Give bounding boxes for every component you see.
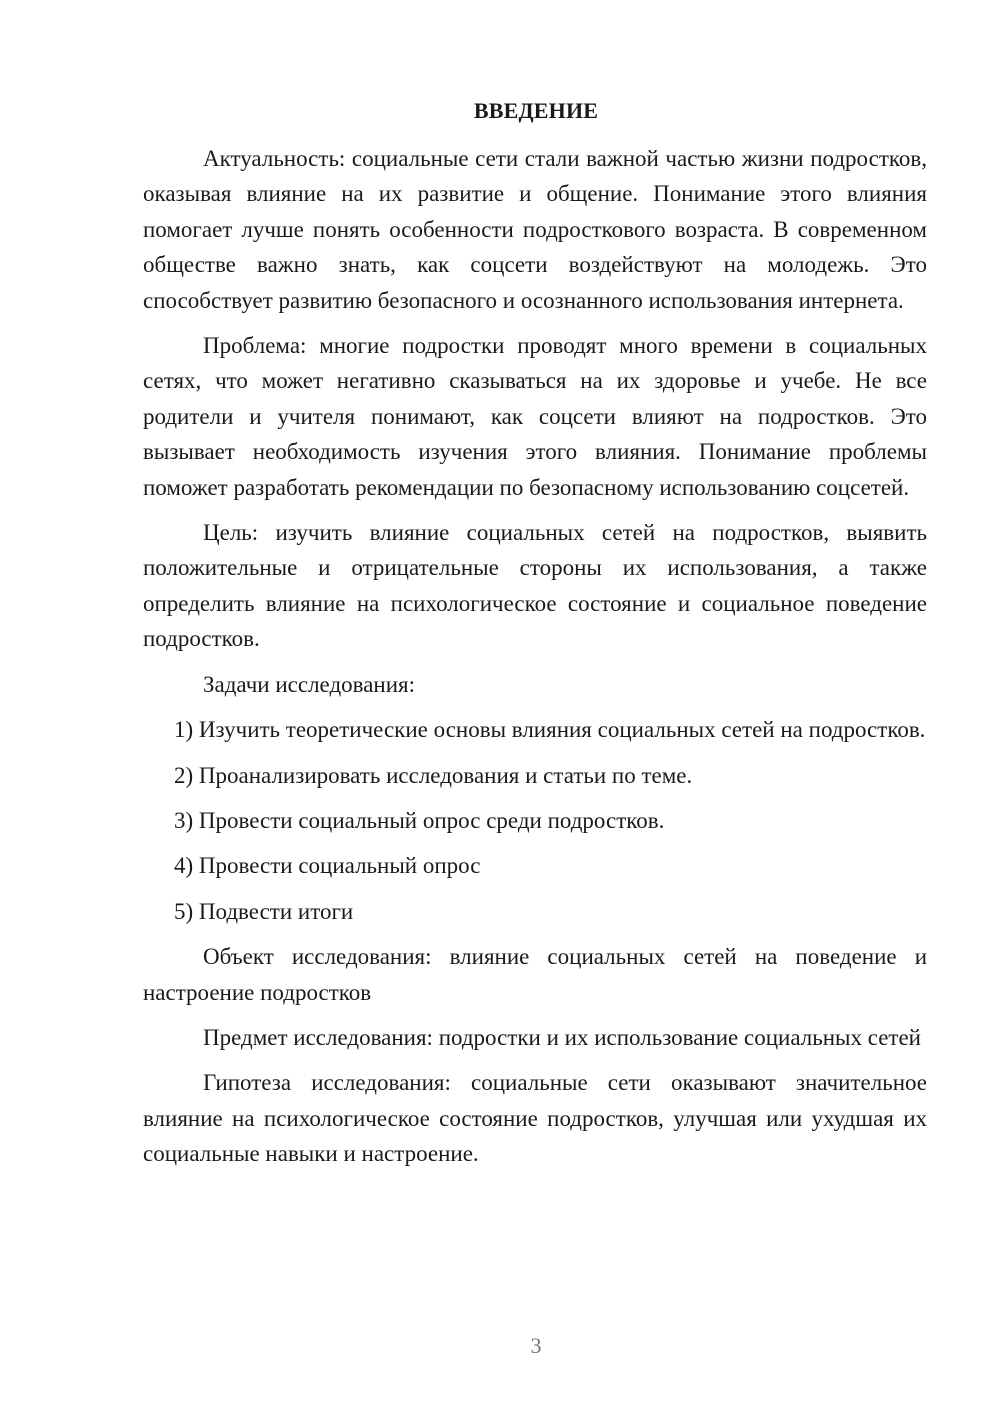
subject-paragraph: Предмет исследования: подростки и их использование социальных сетей bbox=[203, 1024, 921, 1050]
document-body bbox=[143, 141, 927, 1172]
list-item: 2) Проанализировать исследования и статьи по теме. bbox=[174, 762, 693, 788]
tasks-heading: Задачи исследования: bbox=[203, 671, 416, 697]
object-paragraph: Объект исследования: влияние социальных сетей на поведение и настроение подростков bbox=[143, 944, 927, 1005]
page-title: ВВЕДЕНИЕ bbox=[473, 98, 599, 123]
list-item: 1) Изучить теоретические основы влияния социальных сетей на подростков. bbox=[174, 717, 926, 743]
list-item: 4) Провести социальный опрос bbox=[174, 853, 481, 879]
list-item: 5) Подвести итоги bbox=[174, 898, 354, 924]
relevance-paragraph: Актуальность: социальные сети стали важной частью жизни подростков, оказывая влияние на их развитие и общение. Понимание этого влияния помогает лучше понять особенности подросткового возраста. В современном обществе важно знать, как соцсети воздействуют на молодежь. Это способствует развитию безопасного и осознанного использования интернета. bbox=[143, 146, 927, 313]
goal-paragraph: Цель: изучить влияние социальных сетей на подростков, выявить положительные и отрицательные стороны их использования, а также определить влияние на психологическое состояние и социальное поведение подростков. bbox=[143, 520, 927, 652]
list-item: 3) Провести социальный опрос среди подростков. bbox=[174, 807, 665, 833]
problem-paragraph: Проблема: многие подростки проводят много времени в социальных сетях, что может негативно сказываться на их здоровье и учебе. Не все родители и учителя понимают, как соцсети влияют на подростков. Это вызывает необходимость изучения этого влияния. Понимание проблемы поможет разработать рекомендации по безопасному использованию соцсетей. bbox=[143, 333, 927, 500]
hypothesis-paragraph: Гипотеза исследования: социальные сети оказывают значительное влияние на психологическое состояние подростков, улучшая или ухудшая их социальные навыки и настроение. bbox=[143, 1070, 927, 1167]
page-number: 3 bbox=[530, 1333, 542, 1358]
tasks-list bbox=[143, 712, 927, 929]
